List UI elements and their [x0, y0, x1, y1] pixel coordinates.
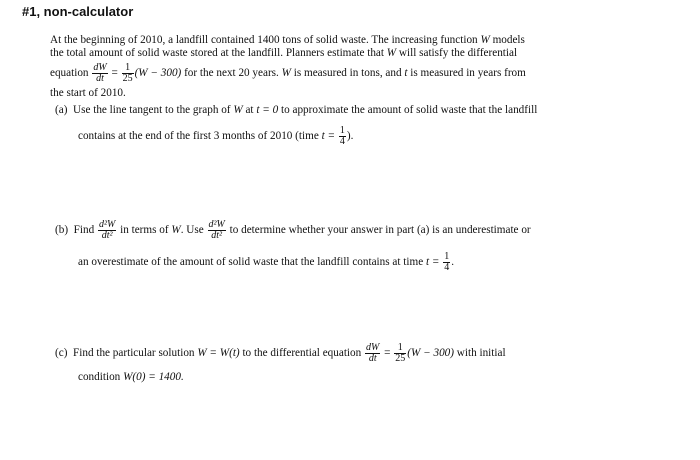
dw-dt-fraction-c: $\frac{dW}{dt}$: [366, 342, 380, 364]
intro-line-1: At the beginning of 2010, a landfill contained 1400 tons of solid waste. The increasing function W models: [50, 34, 525, 46]
one-over-25-fraction: $\frac{1}{25}$: [122, 62, 133, 84]
problem-header: #1, non-calculator: [22, 4, 134, 19]
intro-line-3: equation $\frac{dW}{dt}$ = $\frac{1}{25}$ (W − 300) for the next 20 years. W is measured in tons, and t is measured in years from: [50, 62, 526, 84]
quarter-fraction: $\frac{1}{4}$: [339, 125, 345, 147]
second-derivative-fraction: $\frac{\text{d²W}}{\text{dt²}}$: [98, 219, 116, 241]
part-a-line-1: (a) Use the line tangent to the graph of W at t = 0 to approximate the amount of solid waste that the landfill: [55, 104, 538, 116]
one-over-25-fraction-c: $\frac{1}{25}$: [395, 342, 406, 364]
intro-line-2: the total amount of solid waste stored at the landfill. Planners estimate that W will satisfy the differential: [50, 47, 518, 59]
second-derivative-fraction-2: $\frac{\text{d²W}}{\text{dt²}}$: [208, 219, 225, 241]
dw-dt-fraction: $\frac{dW}{dt}$: [93, 62, 107, 84]
part-b-line-1: (b) Find $\frac{\text{d²W}}{\text{dt²}}$ in terms of W. Use $\frac{\text{d²W}}{\text{dt²}}$ to determine whether your answer in part (a) is an underestimate or: [55, 219, 531, 241]
quarter-fraction-b: $\frac{1}{4}$: [444, 251, 450, 273]
intro-line-4: the start of 2010.: [50, 87, 126, 99]
part-a-line-2: contains at the end of the first 3 months of 2010 (time t = $\frac{1}{4}$ ).: [78, 125, 354, 147]
part-c-line-1: (c) Find the particular solution W = W(t) to the differential equation $\frac{dW}{dt}$ = $\frac{1}{25}$ (W − 300) with initial: [55, 342, 506, 364]
part-b-line-2: an overestimate of the amount of solid waste that the landfill contains at time t = $\frac{1}{4}$ .: [78, 251, 455, 273]
part-c-line-2: condition W(0) = 1400.: [78, 371, 184, 383]
